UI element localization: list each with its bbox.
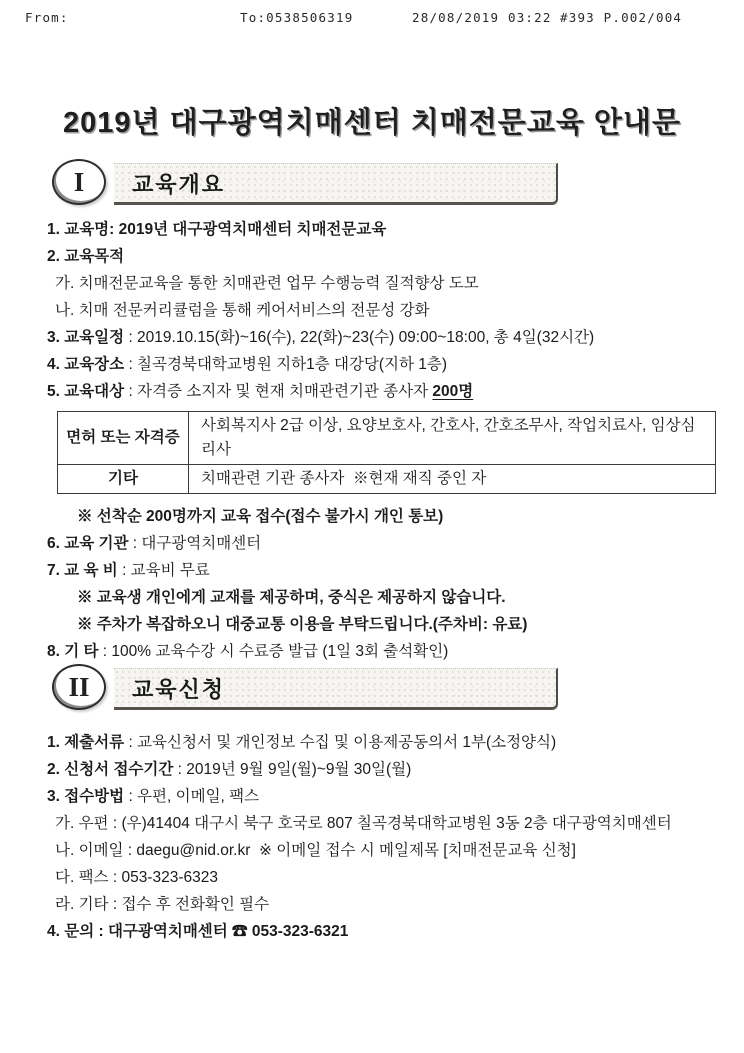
section-numeral: I bbox=[73, 166, 85, 197]
item-fee bbox=[47, 557, 716, 584]
item-schedule-value: : 2019.10.15(화)~16(수), 22(화)~23(수) 09:00~18:00, 총 4일(32시간) bbox=[124, 329, 595, 346]
fax-from-label: From: bbox=[25, 10, 69, 25]
item-documents bbox=[47, 729, 716, 756]
section-heading: 교육개요 bbox=[132, 171, 226, 197]
fax-datetime: 28/08/2019 03:22 bbox=[412, 10, 552, 25]
method-sub-email: 나. 이메일 : daegu@nid.or.kr ※ 이메일 접수 시 메일제목 [치매전문교육 신청] bbox=[55, 842, 576, 859]
overview-list bbox=[47, 216, 716, 665]
note-textbook: ※ 교육생 개인에게 교재를 제공하며, 중식은 제공하지 않습니다. bbox=[77, 589, 506, 606]
item-organizer-label: 6. 교육 기관 bbox=[47, 535, 129, 552]
item-contact: 4. 문의 : 대구광역치매센터 ☎ 053-323-6321 bbox=[47, 923, 349, 940]
fax-page-counter: #393 P.002/004 bbox=[560, 10, 683, 25]
item-method-label: 3. 접수방법 bbox=[47, 788, 125, 805]
item-documents-label: 1. 제출서류 bbox=[47, 734, 125, 751]
note-parking: ※ 주차가 복잡하오니 대중교통 이용을 부탁드립니다.(주차비: 유료) bbox=[77, 616, 528, 633]
item-etc-label: 8. 기 타 bbox=[47, 643, 99, 660]
item-target-value: : 자격증 소지자 및 현재 치매관련기관 종사자 bbox=[124, 383, 433, 400]
section-banner bbox=[114, 668, 558, 710]
section-header-application bbox=[52, 663, 558, 711]
item-venue bbox=[47, 351, 716, 378]
item-fee-value: : 교육비 무료 bbox=[117, 562, 210, 579]
eligibility-table bbox=[57, 411, 716, 494]
item-method bbox=[47, 783, 716, 810]
table-row bbox=[58, 465, 716, 494]
item-schedule-label: 3. 교육일정 bbox=[47, 329, 125, 346]
item-organizer-value: : 대구광역치매센터 bbox=[128, 535, 262, 552]
fax-to-number: To:0538506319 bbox=[240, 10, 354, 25]
note-capacity: ※ 선착순 200명까지 교육 접수(접수 불가시 개인 통보) bbox=[77, 508, 444, 525]
item-course-name: 1. 교육명: 2019년 대구광역치매센터 치매전문교육 bbox=[47, 221, 387, 238]
item-etc-value: : 100% 교육수강 시 수료증 발급 (1일 3회 출석확인) bbox=[98, 643, 449, 660]
method-sub-mail: 가. 우편 : (우)41404 대구시 북구 호국로 807 칠곡경북대학교병원 3동 2층 대구광역치매센터 bbox=[55, 815, 672, 832]
item-venue-value: : 칠곡경북대학교병원 지하1층 대강당(지하 1층) bbox=[124, 356, 448, 373]
section-numeral: II bbox=[68, 671, 90, 702]
table-row-content: 사회복지사 2급 이상, 요양보호사, 간호사, 간호조무사, 작업치료사, 임상심리사 bbox=[189, 412, 716, 465]
item-purpose-label: 2. 교육목적 bbox=[47, 248, 125, 265]
section-header-overview bbox=[52, 158, 558, 206]
item-schedule bbox=[47, 324, 716, 351]
item-period bbox=[47, 756, 716, 783]
document-title: 2019년 대구광역치매센터 치매전문교육 안내문 bbox=[63, 107, 681, 139]
item-target-label: 5. 교육대상 bbox=[47, 383, 125, 400]
section-banner bbox=[114, 163, 558, 205]
item-target-capacity: 200명 bbox=[432, 383, 474, 400]
item-period-label: 2. 신청서 접수기간 bbox=[47, 761, 174, 778]
item-organizer bbox=[47, 530, 716, 557]
item-fee-label: 7. 교 육 비 bbox=[47, 562, 118, 579]
roman-numeral-badge bbox=[52, 159, 106, 205]
item-target bbox=[47, 378, 716, 405]
table-row-content: 치매관련 기관 종사자 ※현재 재직 중인 자 bbox=[189, 465, 716, 494]
table-row bbox=[58, 412, 716, 465]
item-etc bbox=[47, 638, 716, 665]
method-sub-etc: 라. 기타 : 접수 후 전화확인 필수 bbox=[55, 896, 270, 913]
item-documents-value: : 교육신청서 및 개인정보 수집 및 이용제공동의서 1부(소정양식) bbox=[124, 734, 557, 751]
purpose-sub-a: 가. 치매전문교육을 통한 치매관련 업무 수행능력 질적향상 도모 bbox=[55, 275, 479, 292]
item-period-value: : 2019년 9월 9일(월)~9월 30일(월) bbox=[173, 761, 412, 778]
item-venue-label: 4. 교육장소 bbox=[47, 356, 125, 373]
item-method-value: : 우편, 이메일, 팩스 bbox=[124, 788, 260, 805]
section-heading: 교육신청 bbox=[132, 676, 226, 702]
item-purpose bbox=[47, 243, 716, 270]
purpose-sub-b: 나. 치매 전문커리큘럼을 통해 케어서비스의 전문성 강화 bbox=[55, 302, 430, 319]
table-row-header: 면허 또는 자격증 bbox=[58, 412, 189, 465]
table-row-header: 기타 bbox=[58, 465, 189, 494]
fax-transmission-header bbox=[0, 10, 744, 30]
roman-numeral-badge bbox=[52, 664, 106, 710]
application-list bbox=[47, 729, 716, 945]
method-sub-fax: 다. 팩스 : 053-323-6323 bbox=[55, 869, 218, 886]
